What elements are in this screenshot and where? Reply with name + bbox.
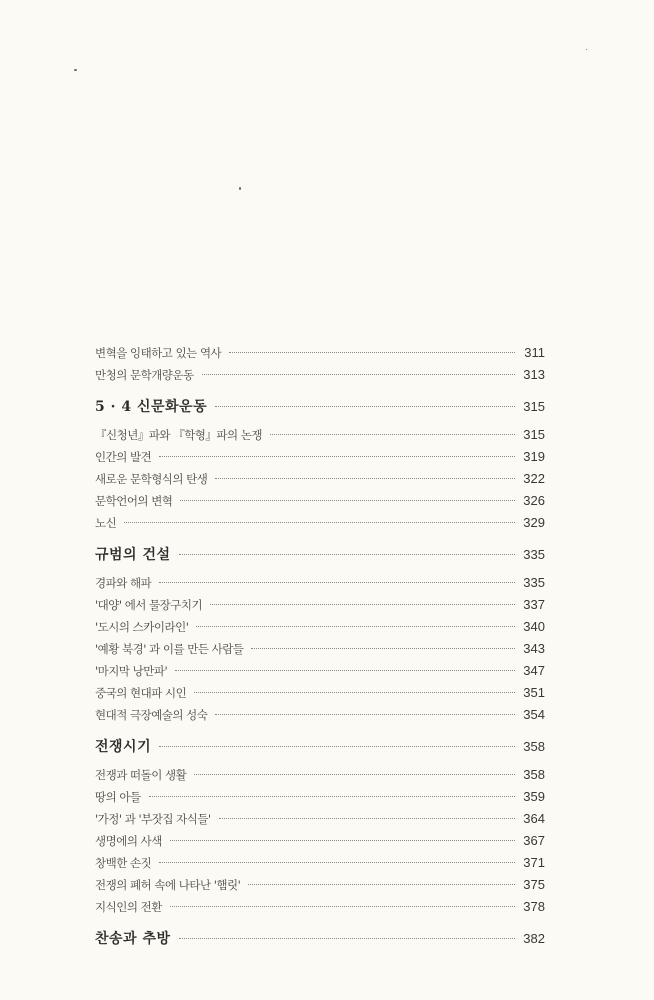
toc-entry-title: '도시의 스카이라인'	[95, 620, 189, 634]
dot-leader	[248, 884, 515, 885]
dot-leader	[124, 522, 515, 523]
toc-entry-title: 경파와 해파	[95, 576, 152, 590]
toc-entry-page: 343	[523, 641, 545, 656]
toc-entry-title: 만청의 문학개량운동	[95, 368, 194, 382]
toc-entry[interactable]	[95, 364, 545, 386]
dot-leader	[251, 648, 515, 649]
toc-entry-page: 354	[523, 707, 545, 722]
toc-entry[interactable]	[95, 342, 545, 364]
dot-leader	[196, 626, 515, 627]
toc-chapter[interactable]	[95, 544, 545, 566]
toc-entry-title: 전쟁의 폐허 속에 나타난 '햄릿'	[95, 878, 241, 892]
toc-entry-title: 『신청년』파와 『학형』파의 논쟁	[95, 428, 263, 442]
toc-entry[interactable]	[95, 896, 545, 918]
dot-leader	[219, 818, 515, 819]
toc-entry-page: 378	[523, 899, 545, 914]
toc-entry[interactable]	[95, 704, 545, 726]
toc-entry-title: 창백한 손짓	[95, 856, 152, 870]
toc-chapter-title: 전쟁시기	[95, 739, 152, 755]
toc-entry-title: '예황 북경' 과 이를 만든 사람들	[95, 642, 244, 656]
dot-leader	[202, 374, 515, 375]
toc-entry-title: 문학언어의 변혁	[95, 494, 173, 508]
toc-entry[interactable]	[95, 660, 545, 682]
dot-leader	[159, 582, 515, 583]
toc-entry[interactable]	[95, 764, 545, 786]
toc-entry-page: 347	[523, 663, 545, 678]
dot-leader	[194, 692, 515, 693]
toc-entry[interactable]	[95, 572, 545, 594]
toc-entry-title: '가정' 과 '부잣집 자식들'	[95, 812, 211, 826]
toc-entry-title: 생명에의 사색	[95, 834, 162, 848]
toc-entry-title: 변혁을 잉태하고 있는 역사	[95, 346, 222, 360]
dot-leader	[159, 862, 515, 863]
toc-entry-title: 지식인의 전환	[95, 900, 162, 914]
toc-entry[interactable]	[95, 512, 545, 534]
toc-entry-page: 340	[523, 619, 545, 634]
dot-leader	[170, 840, 515, 841]
toc-entry-title: 노신	[95, 516, 117, 530]
toc-entry-page: 322	[523, 471, 545, 486]
toc-chapter-page: 315	[523, 399, 545, 414]
dot-leader	[149, 796, 515, 797]
toc-entry-page: 351	[523, 685, 545, 700]
paper-speck	[586, 49, 587, 50]
toc-entry-page: 358	[523, 767, 545, 782]
dot-leader	[194, 774, 515, 775]
dot-leader	[215, 406, 515, 407]
toc-entry-page: 311	[524, 345, 545, 360]
dot-leader	[179, 938, 516, 939]
toc-entry-page: 375	[523, 877, 545, 892]
toc-chapter[interactable]	[95, 928, 545, 950]
dot-leader	[210, 604, 515, 605]
toc-chapter[interactable]	[95, 396, 545, 418]
toc-entry[interactable]	[95, 638, 545, 660]
toc-entry-title: 전쟁과 떠돌이 생활	[95, 768, 187, 782]
toc-entry-title: 현대적 극장예술의 성숙	[95, 708, 208, 722]
toc-entry[interactable]	[95, 468, 545, 490]
toc-entry-page: 335	[523, 575, 545, 590]
toc-entry-page: 315	[523, 427, 545, 442]
toc-chapter-title: 규범의 건설	[95, 547, 171, 563]
toc-entry-page: 326	[523, 493, 545, 508]
paper-speck	[239, 187, 241, 190]
dot-leader	[270, 434, 515, 435]
dot-leader	[175, 670, 515, 671]
dot-leader	[179, 554, 516, 555]
toc-chapter-page: 358	[523, 739, 545, 754]
toc-entry-title: 땅의 아들	[95, 790, 141, 804]
dot-leader	[215, 478, 515, 479]
table-of-contents	[95, 342, 545, 950]
toc-entry-page: 371	[523, 855, 545, 870]
toc-entry-page: 367	[523, 833, 545, 848]
toc-entry[interactable]	[95, 594, 545, 616]
toc-chapter[interactable]	[95, 736, 545, 758]
dot-leader	[159, 746, 515, 747]
toc-entry-page: 313	[523, 367, 545, 382]
paper-speck	[74, 69, 77, 71]
toc-entry-title: '대양' 에서 물장구치기	[95, 598, 203, 612]
toc-chapter-title: 5 · 4 신문화운동	[95, 399, 208, 415]
toc-entry-page: 319	[523, 449, 545, 464]
toc-entry[interactable]	[95, 616, 545, 638]
toc-entry-page: 359	[523, 789, 545, 804]
toc-entry[interactable]	[95, 446, 545, 468]
toc-entry[interactable]	[95, 682, 545, 704]
toc-entry-title: '마지막 낭만파'	[95, 664, 168, 678]
toc-entry[interactable]	[95, 786, 545, 808]
toc-entry-page: 337	[523, 597, 545, 612]
dot-leader	[215, 714, 515, 715]
toc-entry[interactable]	[95, 424, 545, 446]
toc-entry[interactable]	[95, 874, 545, 896]
toc-entry-title: 새로운 문학형식의 탄생	[95, 472, 208, 486]
toc-chapter-page: 335	[523, 547, 545, 562]
toc-entry[interactable]	[95, 830, 545, 852]
dot-leader	[180, 500, 515, 501]
toc-entry-title: 인간의 발견	[95, 450, 152, 464]
dot-leader	[170, 906, 515, 907]
toc-chapter-page: 382	[523, 931, 545, 946]
toc-chapter-title: 찬송과 추방	[95, 931, 171, 947]
toc-entry-page: 364	[523, 811, 545, 826]
dot-leader	[229, 352, 515, 353]
toc-entry[interactable]	[95, 852, 545, 874]
toc-entry[interactable]	[95, 808, 545, 830]
toc-entry-page: 329	[523, 515, 545, 530]
toc-entry-title: 중국의 현대파 시인	[95, 686, 187, 700]
toc-entry[interactable]	[95, 490, 545, 512]
dot-leader	[159, 456, 515, 457]
